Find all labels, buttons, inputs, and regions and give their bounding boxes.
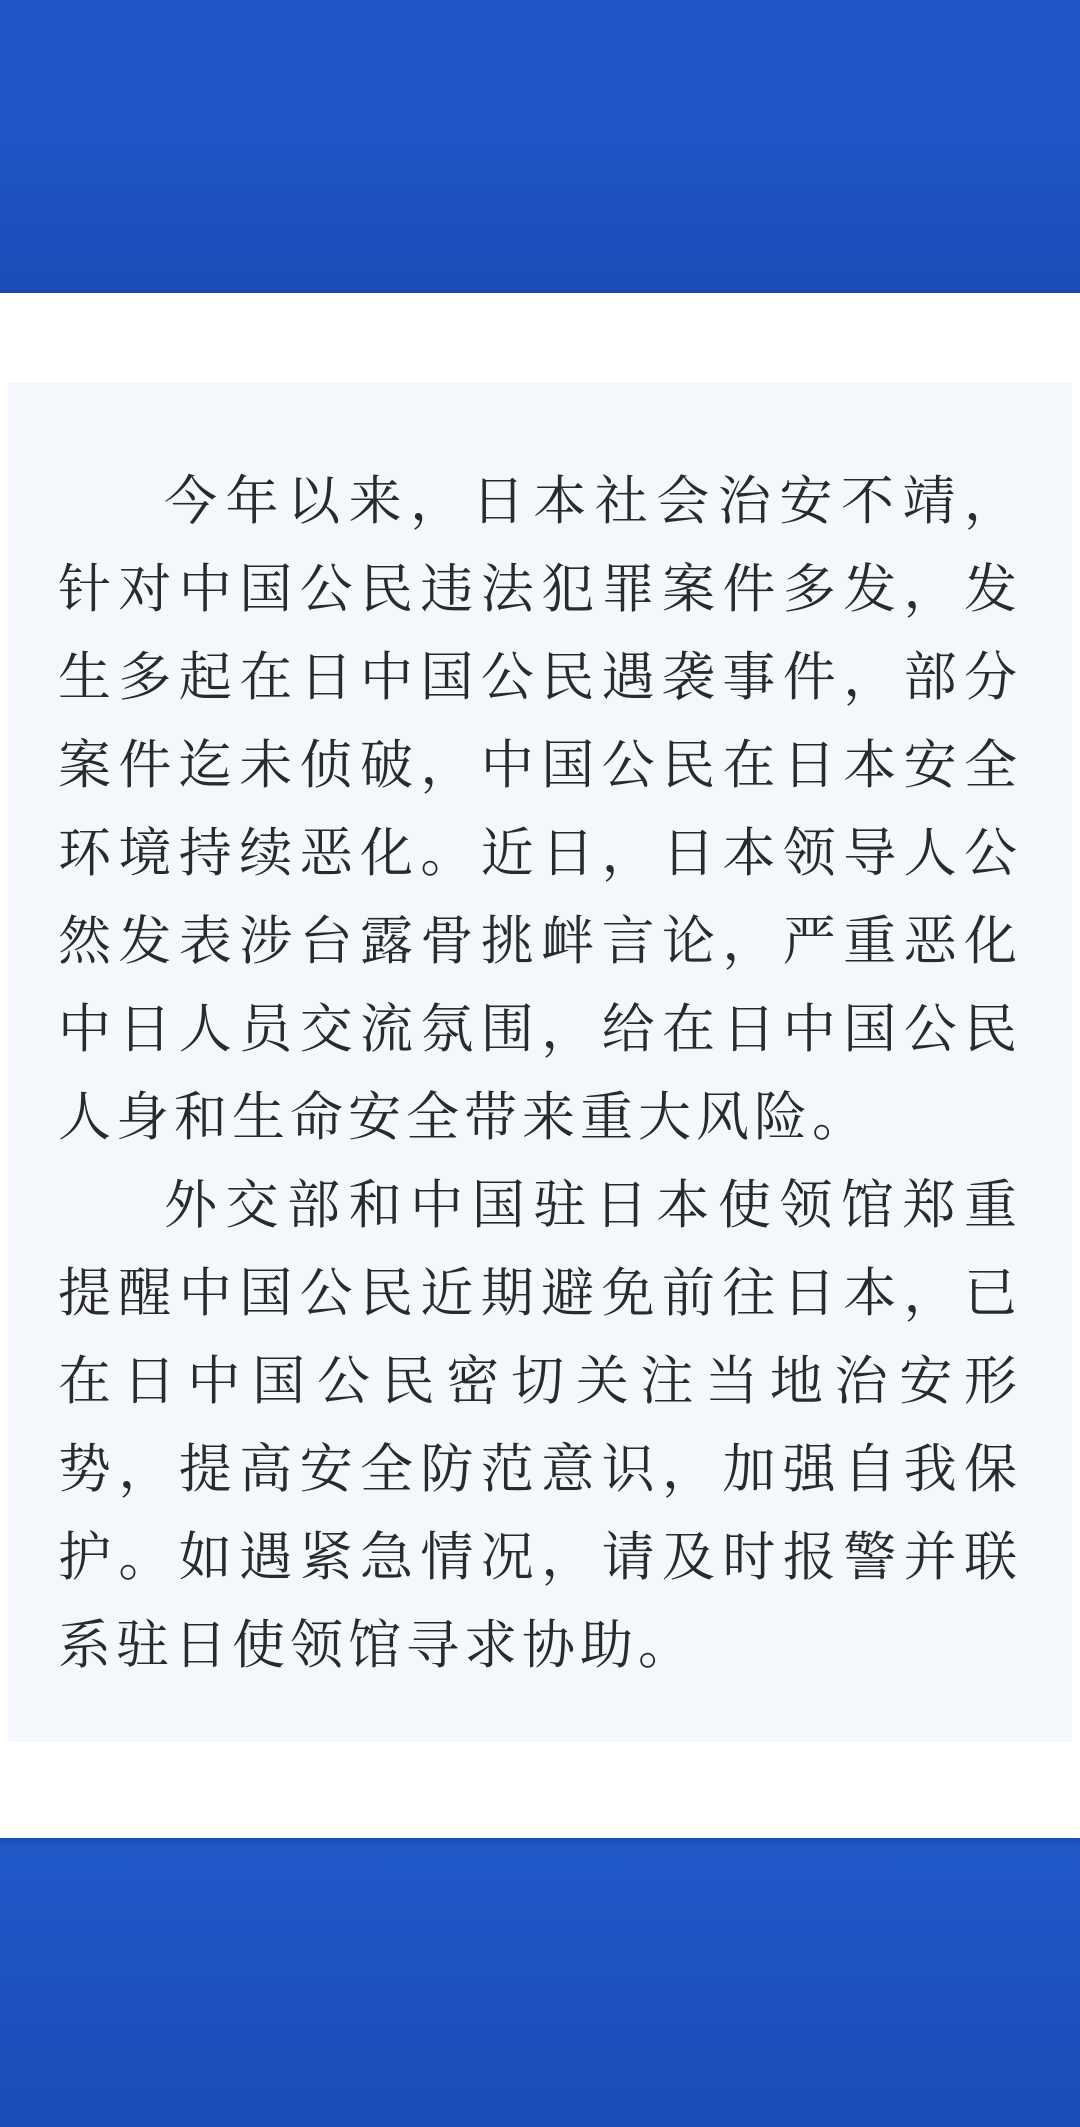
notice-paragraph-2: 外交部和中国驻日本使领馆郑重提醒中国公民近期避免前往日本，已在日中国公民密切关注当地治安形势，提高安全防范意识，加强自我保护。如遇紧急情况，请及时报警并联系驻日使领馆寻求协助。 [58, 1175, 1022, 1676]
bottom-blue-banner [0, 1838, 1080, 2127]
notice-body [58, 458, 1022, 1690]
notice-paragraph-1: 今年以来，日本社会治安不靖，针对中国公民违法犯罪案件多发，发生多起在日中国公民遇袭事件，部分案件迄未侦破，中国公民在日本安全环境持续恶化。近日，日本领导人公然发表涉台露骨挑衅言论，严重恶化中日人员交流氛围，给在日中国公民人身和生命安全带来重大风险。 [58, 471, 1022, 1148]
top-blue-banner [0, 0, 1080, 293]
